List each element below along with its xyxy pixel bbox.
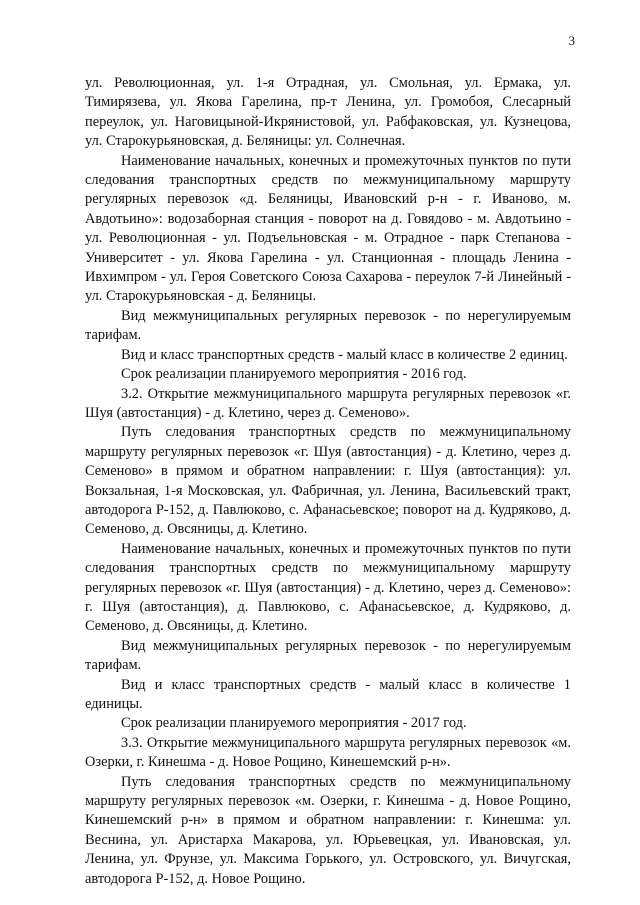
paragraph: Вид и класс транспортных средств - малый класс в количестве 1 единицы. bbox=[85, 676, 571, 712]
paragraph: Наименование начальных, конечных и промежуточных пунктов по пути следования транспортных средств по межмуниципальному маршруту регулярных перевозок «д. Беляницы, Ивановский р-н - г. Иваново, м. Авдотьино»: водозаборная станция - поворот на д. Говядово - м. Авдотьино - ул. Революционная - ул. Подъельновская - м. Отрадное - парк Степанова - Университет - ул. Якова Гарелина - ул. Станционная - площадь Ленина - Ивхимпром - ул. Героя Советского Союза Сахарова - переулок 7-й Линейный - ул. Старокурьяновская - д. Беляницы. bbox=[85, 152, 571, 305]
paragraph: 3.2. Открытие межмуниципального маршрута регулярных перевозок «г. Шуя (автостанция) - д. Клетино, через д. Семеново». bbox=[85, 385, 571, 421]
paragraph: ул. Революционная, ул. 1-я Отрадная, ул. Смольная, ул. Ермака, ул. Тимирязева, ул. Якова Гарелина, пр-т Ленина, ул. Громобоя, Слесарный переулок, ул. Наговицыной-Икрянистовой, ул. Рабфаковская, ул. Кузнецова, ул. Старокурьяновская, д. Беляницы: ул. Солнечная. bbox=[85, 75, 571, 150]
paragraph: Срок реализации планируемого мероприятия - 2016 год. bbox=[121, 366, 467, 383]
paragraph: 3.3. Открытие межмуниципального маршрута регулярных перевозок «м. Озерки, г. Кинешма - д. Новое Рощино, Кинешемский р-н». bbox=[85, 734, 571, 771]
paragraph: Наименование начальных, конечных и промежуточных пунктов по пути следования транспортных средств по межмуниципальному маршруту регулярных перевозок «г. Шуя (автостанция) - д. Клетино, через д. Семеново»: г. Шуя (автостанция), д. Павлюково, с. Афанасьевское, д. Кудряково, д. Семеново, д. Овсяницы, д. Клетино. bbox=[85, 540, 571, 635]
paragraph: Вид межмуниципальных регулярных перевозок - по нерегулируемым тарифам. bbox=[85, 307, 571, 344]
paragraph: Вид и класс транспортных средств - малый класс в количестве 2 единиц. bbox=[121, 346, 568, 363]
paragraph: Путь следования транспортных средств по межмуниципальному маршруту регулярных перевозок «м. Озерки, г. Кинешма - д. Новое Рощино, Кинешемский р-н» в прямом и обратном направлении: г. Кинешма: ул. Веснина, ул. Аристарха Макарова, ул. Юрьевецкая, ул. Ивановская, ул. Ленина, ул. Фрунзе, ул. Максима Горького, ул. Островского, ул. Вичугская, автодорога Р-152, д. Новое Рощино. bbox=[85, 773, 571, 887]
paragraph: Вид межмуниципальных регулярных перевозок - по нерегулируемым тарифам. bbox=[85, 637, 571, 674]
document-body bbox=[85, 74, 571, 889]
page-number: 3 bbox=[568, 33, 575, 48]
paragraph: Срок реализации планируемого мероприятия - 2017 год. bbox=[121, 715, 467, 732]
paragraph: Путь следования транспортных средств по межмуниципальному маршруту регулярных перевозок «г. Шуя (автостанция) - д. Клетино, через д. Семеново» в прямом и обратном направлении: г. Шуя (автостанция): ул. Вокзальная, 1-я Московская, ул. Фабричная, ул. Ленина, Васильевский тракт, автодорога Р-152, д. Павлюково, с. Афанасьевское; поворот на д. Кудряково, д. Семеново, д. Овсяницы, д. Клетино. bbox=[85, 424, 571, 538]
